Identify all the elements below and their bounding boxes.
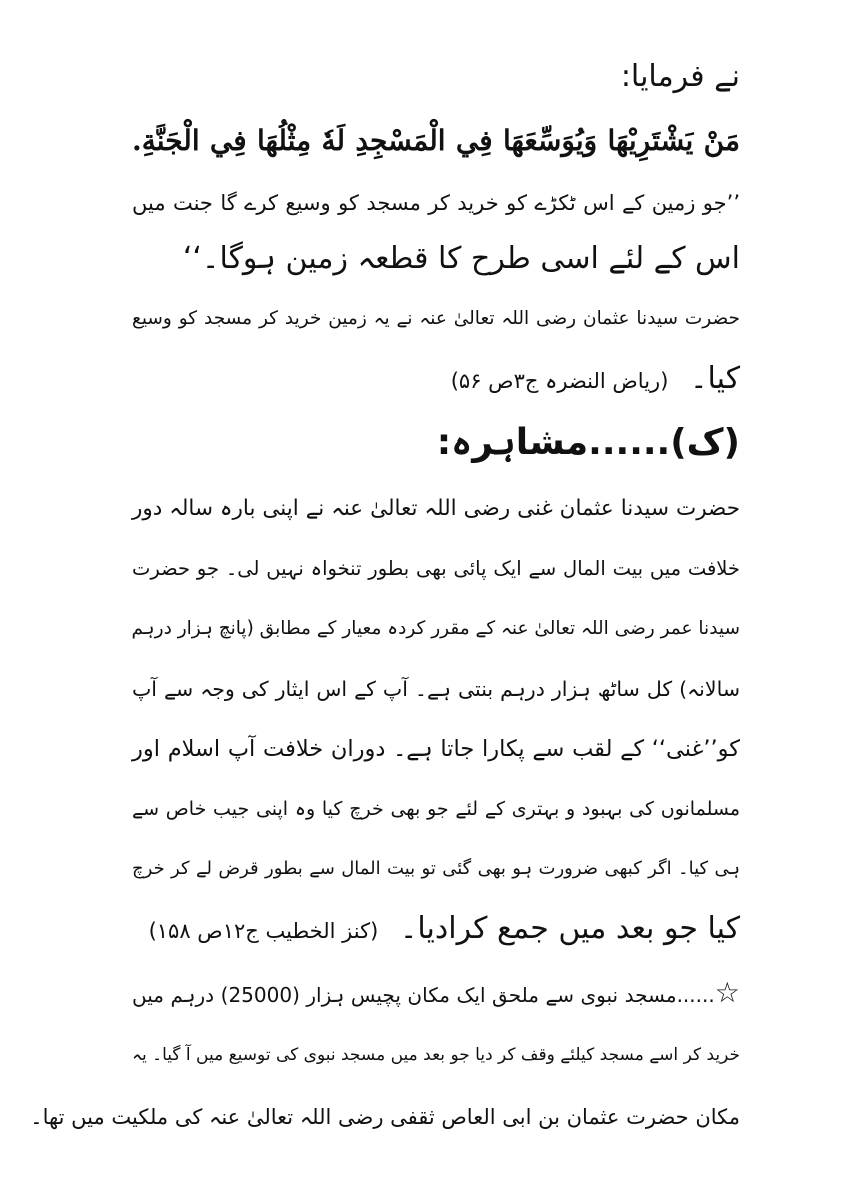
translation-line-1: ’’جو زمین کے اس ٹکڑے کو خرید کر مسجد کو وسیع کرے گا جنت میں	[132, 191, 740, 215]
salary-line-3: سیدنا عمر رضی اللہ تعالیٰ عنہ کے مقرر کردہ معیار کے مطابق (پانچ ہزار درہم	[131, 618, 740, 639]
reference-riyad: (ریاض النضرہ ج۳ص ۵۶)	[450, 369, 669, 393]
house-line-2: خرید کر اسے مسجد کیلئے وقف کر دیا جو بعد میں مسجد نبوی کی توسیع میں آ گیا۔ یہ	[132, 1045, 740, 1065]
paragraph-end-text: کیا۔	[689, 361, 740, 396]
salary-line-2: خلافت میں بیت المال سے ایک پائی بھی بطور تنخواہ نہیں لی۔ جو حضرت	[132, 557, 740, 580]
house-line-1	[132, 968, 740, 1018]
intro-line: نے فرمایا:	[620, 59, 740, 94]
salary-line-5: کو’’غنی‘‘ کے لقب سے پکارا جاتا ہے۔ دوران خلافت آپ اسلام اور	[132, 736, 740, 762]
paragraph-end-line	[451, 354, 740, 404]
translation-line-2: اس کے لئے اسی طرح کا قطعہ زمین ہوگا۔‘‘	[182, 241, 740, 276]
paragraph-line: حضرت سیدنا عثمان رضی اللہ تعالیٰ عنہ نے یہ زمین خرید کر مسجد کو وسیع	[132, 308, 740, 329]
section-heading: (ک)......مشاہرہ:	[436, 422, 740, 463]
arabic-hadith-line: مَنْ يَشْتَرِيْهَا وَيُوَسِّعَهَا فِي الْمَسْجِدِ لَهٗ مِثْلُهَا فِي الْجَنَّةِ.	[132, 124, 740, 157]
house-line-1-text: ......مسجد نبوی سے ملحق ایک مکان پچیس ہزار (25000) درہم میں	[132, 983, 715, 1007]
reference-kanz: (کنز الخطیب ج۱۲ص ۱۵۸)	[148, 919, 379, 943]
salary-end-line	[149, 904, 740, 954]
salary-line-4: سالانہ) کل ساٹھ ہزار درہم بنتی ہے۔ آپ کے اس ایثار کی وجہ سے آپ	[132, 677, 740, 701]
salary-end-text: کیا جو بعد میں جمع کرادیا۔	[399, 911, 740, 946]
house-line-3: مکان حضرت عثمان بن ابی العاص ثقفی رضی اللہ تعالیٰ عنہ کی ملکیت میں تھا۔	[30, 1105, 740, 1129]
salary-line-7: ہی کیا۔ اگر کبھی ضرورت ہو بھی گئی تو بیت المال سے بطور قرض لے کر خرچ	[132, 858, 740, 879]
salary-line-6: مسلمانوں کی بہبود و بہتری کے لئے جو بھی خرچ کیا وہ اپنی جیب خاص سے	[132, 798, 740, 820]
salary-line-1: حضرت سیدنا عثمان غنی رضی اللہ تعالیٰ عنہ نے اپنی بارہ سالہ دور	[132, 496, 740, 521]
star-icon: ☆	[714, 976, 740, 1009]
